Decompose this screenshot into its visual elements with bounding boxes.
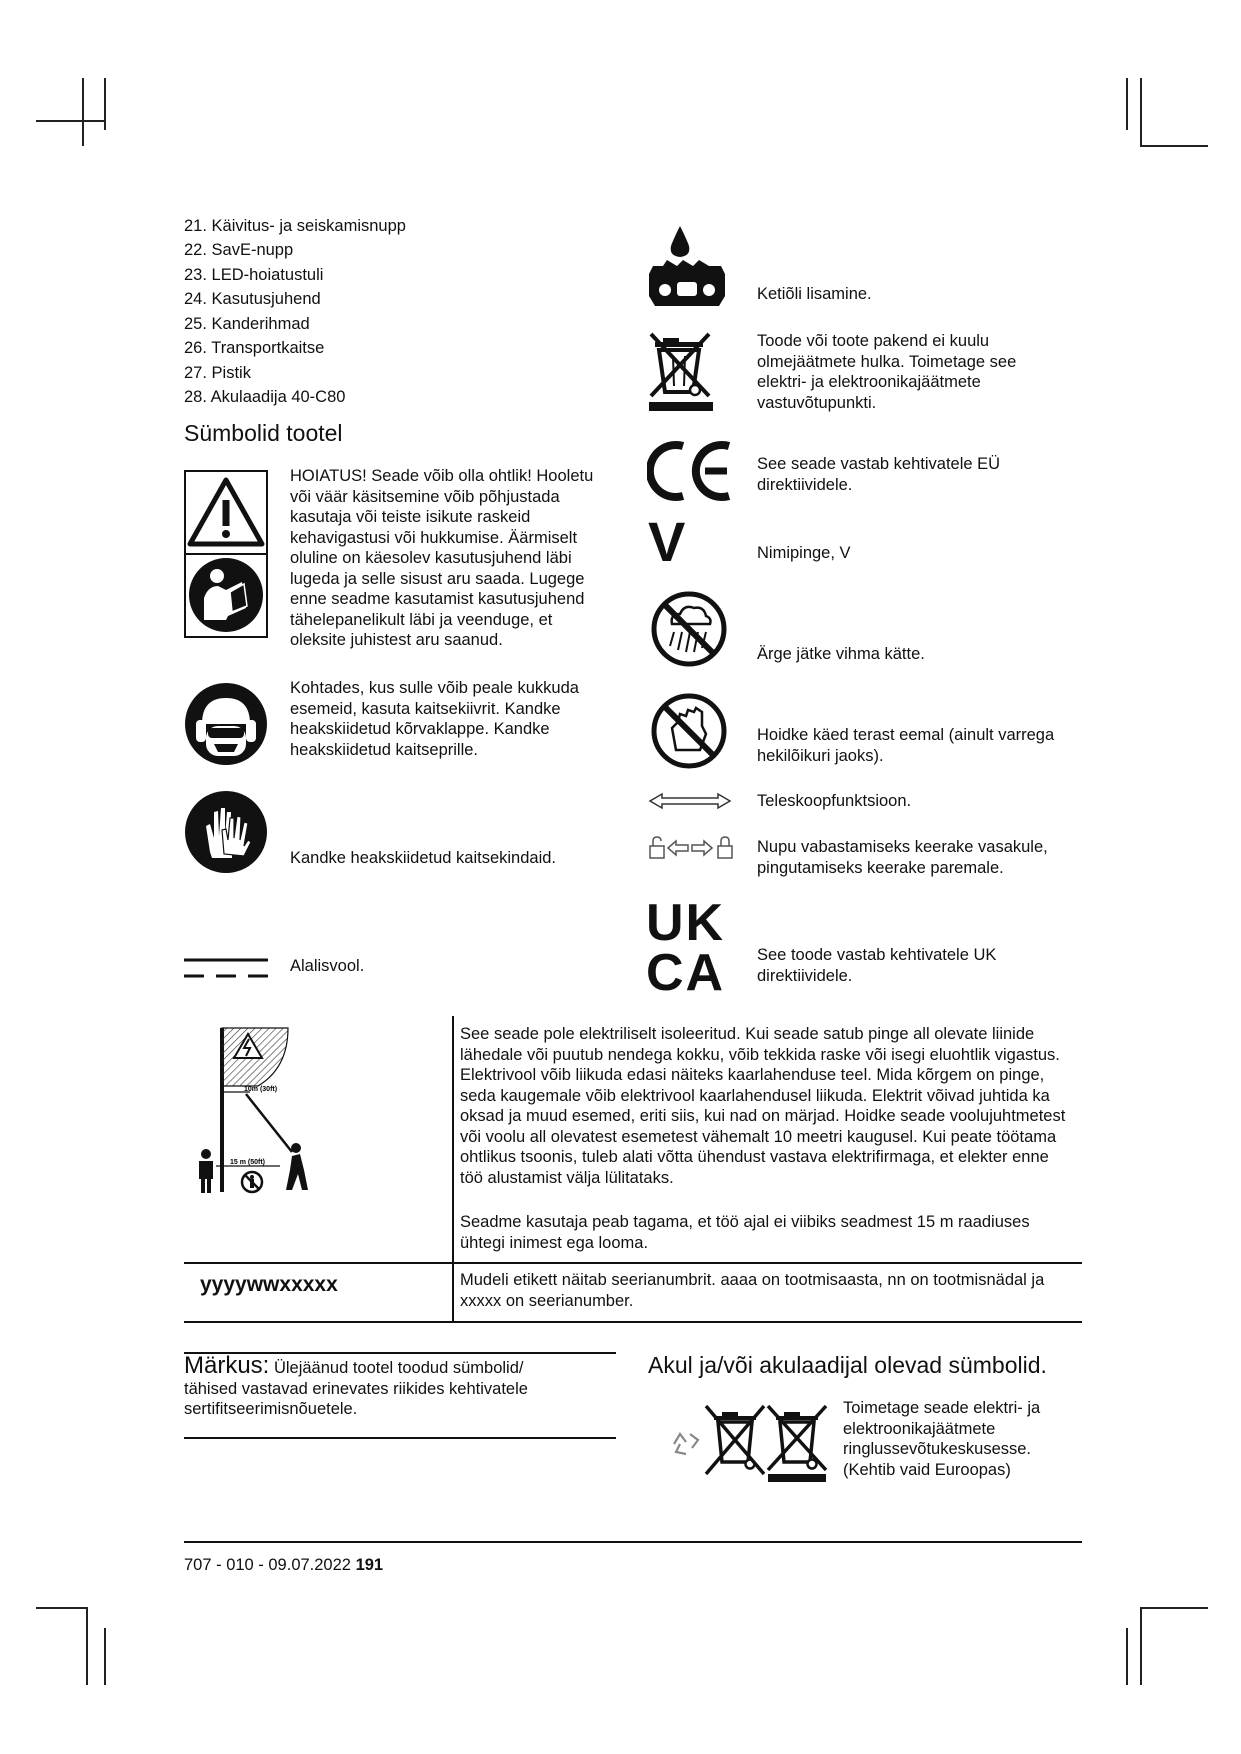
helmet-text: Kohtades, kus sulle võib peale kukkuda esemeid, kasuta kaitsekiivrit. Kandke heakskiidetud kõrvaklappe. Kandke heakskiidetud kaitseprille. — [290, 679, 579, 759]
page-number: 191 — [355, 1556, 384, 1574]
crop-mark — [1126, 78, 1128, 130]
lock-text: Nupu vabastamiseks keerake vasakule, pingutamiseks keerake paremale. — [757, 838, 1048, 877]
list-item: 22. SavE-nupp — [184, 241, 294, 259]
gloves-text: Kandke heakskiidetud kaitsekindaid. — [290, 849, 557, 867]
note-label: Märkus: — [184, 1352, 270, 1379]
footer-code: 707 - 010 - 09.07.2022 — [184, 1556, 351, 1574]
helmet-earmuff-goggles-icon — [184, 682, 268, 766]
battery-heading: Akul ja/või akulaadijal olevad sümbolid. — [648, 1352, 1047, 1378]
chain-oil-icon — [647, 224, 727, 312]
ukca-line-2: CA — [646, 944, 726, 1002]
lock-unlock-icon — [648, 836, 736, 860]
dc-current-icon — [184, 954, 268, 982]
powerline-illustration — [188, 1024, 328, 1196]
ukca-line-1: UK — [646, 894, 726, 952]
hands-text: Hoidke käed terast eemal (ainult varrega hekilõikuri jaoks). — [757, 726, 1055, 765]
table-divider-horizontal — [184, 1321, 1082, 1323]
note-rule-bottom — [184, 1437, 616, 1439]
no-rain-icon — [650, 590, 728, 668]
warning-text: HOIATUS! Seade võib olla ohtlik! Hooletu või väär käsitsemine võib põhjustada kasutaja või teiste isikute raskeid kehavigastusi või hukkumise. Äärmiselt oluline on käesolev kasutusjuhend läbi lugeda ja selle sisust aru saada. Lugege enne seadme kasutamist kasutusjuhend tähelepanelikult läbi ja veenduge, et oleksite juhistest aru saanud. — [290, 467, 594, 649]
ce-mark-icon — [647, 440, 737, 502]
weee-text: Toode või toote pakend ei kuulu olmejäätmete hulka. Toimetage see elektri- ja elektroonikajäätmete vastuvõtupunkti. — [757, 332, 1017, 412]
section-heading-symbols: Sümbolid tootel — [184, 420, 343, 446]
crop-mark — [86, 1607, 88, 1685]
telescope-arrow-icon — [648, 792, 732, 810]
table-divider-vertical — [452, 1016, 454, 1322]
footer-rule — [184, 1541, 1082, 1543]
weee-bin-icon — [647, 330, 715, 412]
list-item: 24. Kasutusjuhend — [184, 290, 321, 308]
list-item: 26. Transportkaitse — [184, 339, 325, 357]
footer — [184, 1556, 383, 1575]
crop-mark — [1126, 1628, 1128, 1685]
crop-mark — [1140, 145, 1208, 147]
chain-oil-text: Ketiõli lisamine. — [757, 285, 872, 303]
dc-text: Alalisvool. — [290, 957, 365, 975]
hands-away-icon — [650, 692, 728, 770]
recycle-weee-icon — [664, 1404, 828, 1484]
serial-code: yyyywwxxxxx — [200, 1273, 338, 1296]
voltage-icon: V — [648, 510, 686, 573]
ukca-mark-icon — [646, 894, 726, 1002]
crop-mark — [82, 78, 84, 146]
crop-mark — [1140, 1607, 1142, 1685]
crop-mark — [36, 1607, 88, 1609]
battery-text: Toimetage seade elektri- ja elektroonikajäätmete ringlussevõtukeskusesse. (Kehtib vaid Euroopas) — [843, 1399, 1041, 1479]
powerline-text: See seade pole elektriliselt isoleeritud. Kui seade satub pinge all olevate liinide lähedale või puutub nendega kokku, võib tekkida raske või isegi eluohtlik vigastus. Elektrivool võib liikuda edasi näiteks kaarlahenduse teel. Mida kõrgem on pinge, seda kaugemale võib elektrivool kaarlahendusel liikuda. Elektrit võivad juhtida ka oksad ja muud esemed, eriti siis, kui nad on märjad. Hoidke seade voolujuhtmetest või voolu all olevatest esemetest vähemalt 10 meetri kaugusel. Kui peate töötama ohtlikus tsoonis, tuleb alati võtta ühendust vastava elektrifirmaga, et elekter enne töö alustamist välja lülitataks. — [460, 1025, 1066, 1187]
gloves-icon — [184, 790, 268, 874]
note-block — [184, 1352, 564, 1420]
crop-mark — [1140, 1607, 1208, 1609]
label-15m: 15 m (50ft) — [230, 1159, 266, 1166]
telescope-text: Teleskoopfunktsioon. — [757, 792, 912, 810]
list-item: 27. Pistik — [184, 364, 251, 382]
ce-text: See seade vastab kehtivatele EÜ direktiividele. — [757, 455, 1001, 494]
rain-text: Ärge jätke vihma kätte. — [757, 645, 925, 663]
crop-mark — [36, 120, 104, 122]
list-item: 23. LED-hoiatustuli — [184, 266, 324, 284]
label-10m: 10m (30ft) — [244, 1086, 278, 1093]
table-divider-horizontal — [184, 1262, 1082, 1264]
list-item: 21. Käivitus- ja seiskamisnupp — [184, 217, 406, 235]
list-item: 28. Akulaadija 40-C80 — [184, 388, 346, 406]
warning-manual-icon — [184, 470, 268, 638]
crop-mark — [104, 78, 106, 130]
voltage-text: Nimipinge, V — [757, 544, 851, 562]
crop-mark — [1140, 78, 1142, 146]
bystander-text: Seadme kasutaja peab tagama, et töö ajal ei viibiks seadmest 15 m raadiuses ühtegi inimest ega looma. — [460, 1213, 1030, 1252]
ukca-text: See toode vastab kehtivatele UK direktiividele. — [757, 946, 997, 985]
serial-text: Mudeli etikett näitab seerianumbrit. aaaa on tootmisaasta, nn on tootmisnädal ja xxxxx on seerianumber. — [460, 1271, 1045, 1310]
note-text: Ülejäänud tootel toodud sümbolid/ tähised vastavad erinevates riikides kehtivatele sertifitseerimisnõuetele. — [184, 1359, 528, 1418]
list-item: 25. Kanderihmad — [184, 315, 310, 333]
crop-mark — [104, 1628, 106, 1685]
